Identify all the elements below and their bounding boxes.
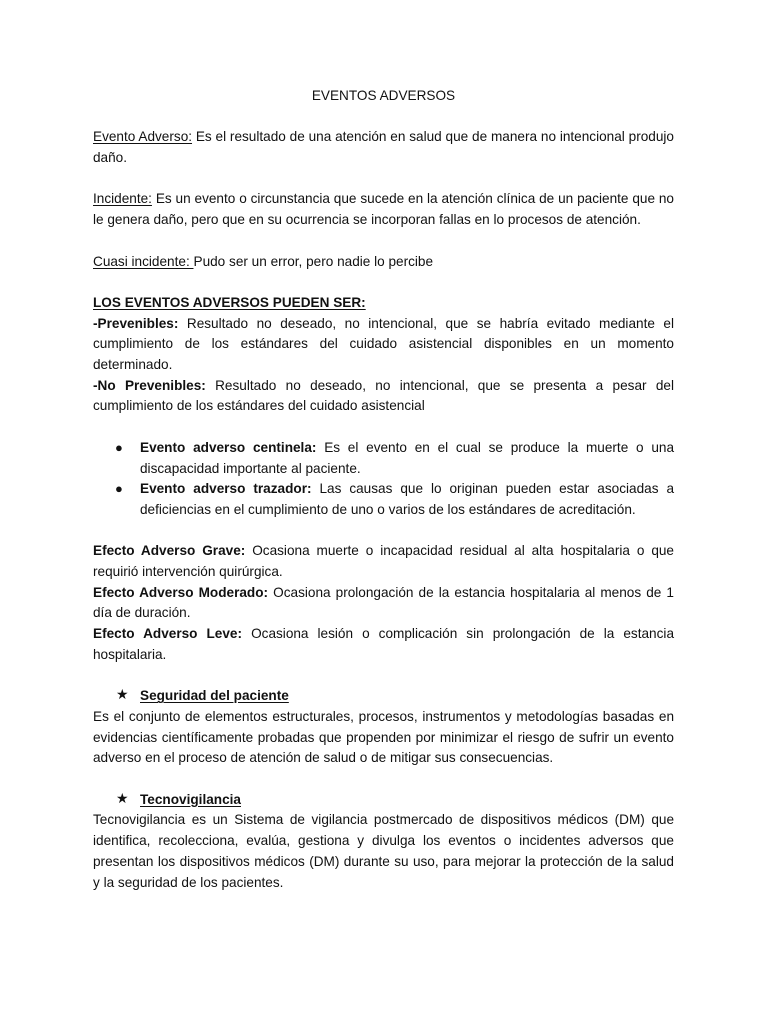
star-icon: ★ xyxy=(116,790,129,807)
spacer xyxy=(93,666,674,687)
spacer xyxy=(93,272,674,293)
tecno-heading-text: Tecnovigilancia xyxy=(140,791,241,807)
effect-text: Ocasiona muerte o incapacidad residual al alta hospitalaria o que requirió intervención quirúrgica. xyxy=(93,543,674,580)
type-prevenibles xyxy=(93,314,674,376)
spacer xyxy=(93,417,674,438)
definition-incidente xyxy=(93,189,674,230)
definition-term: Incidente: xyxy=(93,191,152,207)
document-title: EVENTOS ADVERSOS xyxy=(311,88,456,103)
bullet-text: Es el evento en el cual se produce la muerte o una discapacidad importante al paciente. xyxy=(140,439,674,476)
star-icon: ★ xyxy=(116,687,129,704)
effect-term: Efecto Adverso Moderado: xyxy=(93,584,269,600)
bullet-item-centinela xyxy=(93,438,674,479)
bullet-icon: ● xyxy=(115,439,123,455)
definition-evento-adverso xyxy=(93,127,674,168)
types-heading-text: LOS EVENTOS ADVERSOS PUEDEN SER: xyxy=(93,294,366,310)
effect-text: Ocasiona prolongación de la estancia hospitalaria al menos de 1 día de duración. xyxy=(93,584,674,621)
definition-text: Pudo ser un error, pero nadie lo percibe xyxy=(193,253,434,269)
effect-grave xyxy=(93,541,674,582)
safety-text: Es el conjunto de elementos estructurales, procesos, instrumentos y metodologías basadas en evidencias científicamente probadas que propenden por minimizar el riesgo de sufrir un evento adverso en el proceso de atención de salud o de mitigar sus consecuencias. xyxy=(93,708,674,766)
definition-cuasi-incidente xyxy=(93,252,674,273)
spacer xyxy=(93,769,674,790)
types-heading xyxy=(93,293,674,314)
effect-term: Efecto Adverso Grave: xyxy=(93,543,246,559)
effect-term: Efecto Adverso Leve: xyxy=(93,626,243,642)
effect-moderado xyxy=(93,583,674,624)
bullet-icon: ● xyxy=(115,481,123,497)
tecno-text: Tecnovigilancia es un Sistema de vigilancia postmercado de dispositivos médicos (DM) que identifica, recolecciona, evalúa, gestiona y divulga los eventos o incidentes adversos que presentan los dispositivos médicos (DM) durante su uso, para mejorar la protección de la salud y la seguridad de los pacientes. xyxy=(93,812,674,890)
spacer xyxy=(93,231,674,252)
bullet-item-trazador xyxy=(93,479,674,520)
definition-term: Evento Adverso: xyxy=(93,129,193,145)
spacer xyxy=(93,521,674,542)
definition-text: Es un evento o circunstancia que sucede en la atención clínica de un paciente que no le genera daño, pero que en su ocurrencia se incorporan fallas en lo procesos de atención. xyxy=(93,191,674,228)
spacer xyxy=(93,169,674,190)
type-text: Resultado no deseado, no intencional, que se presenta a pesar del cumplimiento de los estándares del cuidado asistencial xyxy=(93,377,674,414)
safety-heading-text: Seguridad del paciente xyxy=(140,688,289,704)
effect-leve xyxy=(93,624,674,665)
type-text: Resultado no deseado, no intencional, que se habría evitado mediante el cumplimiento de los estándares del cuidado asistencial disponibles en un momento determinado. xyxy=(93,315,674,373)
definition-term: Cuasi incidente: xyxy=(93,253,194,269)
bullet-text: Las causas que lo originan pueden estar asociadas a deficiencias en el cumplimiento de uno o varios de los estándares de acreditación. xyxy=(140,481,674,517)
tecno-heading xyxy=(93,790,674,811)
safety-heading xyxy=(93,686,674,707)
document-page xyxy=(93,86,674,893)
bullet-term: Evento adverso trazador: xyxy=(140,481,312,497)
bullet-list xyxy=(93,438,674,521)
bullet-term: Evento adverso centinela: xyxy=(140,439,317,455)
type-term: -Prevenibles: xyxy=(93,315,179,331)
definition-text: Es el resultado de una atención en salud que de manera no intencional produjo daño. xyxy=(93,129,674,166)
effect-text: Ocasiona lesión o complicación sin prolongación de la estancia hospitalaria. xyxy=(93,626,674,662)
type-no-prevenibles xyxy=(93,376,674,417)
type-term: -No Prevenibles: xyxy=(93,377,206,393)
